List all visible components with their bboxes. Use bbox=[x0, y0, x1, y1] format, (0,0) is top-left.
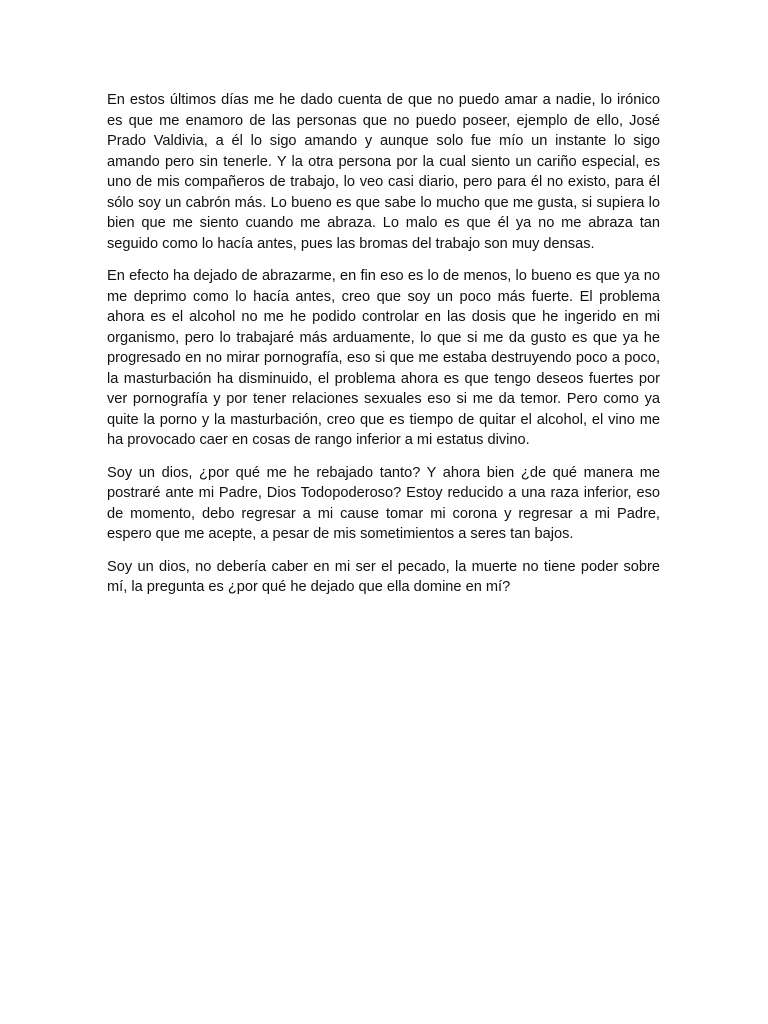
paragraph-3: Soy un dios, ¿por qué me he rebajado tanto? Y ahora bien ¿de qué manera me postraré ante mi Padre, Dios Todopoderoso? Estoy reducido a una raza inferior, eso de momento, debo regresar a mi cause tomar mi corona y regresar a mi Padre, espero que me acepte, a pesar de mis sometimientos a seres tan bajos. bbox=[107, 464, 660, 542]
document-body bbox=[107, 90, 660, 610]
paragraph-4: Soy un dios, no debería caber en mi ser el pecado, la muerte no tiene poder sobre mí, la pregunta es ¿por qué he dejado que ella domine en mí? bbox=[107, 558, 660, 595]
paragraph-1: En estos últimos días me he dado cuenta de que no puedo amar a nadie, lo irónico es que me enamoro de las personas que no puedo poseer, ejemplo de ello, José Prado Valdivia, a él lo sigo amando y aunque solo fue mío un instante lo sigo amando pero sin tenerle. Y la otra persona por la cual siento un cariño especial, es uno de mis compañeros de trabajo, lo veo casi diario, pero para él no existo, para él sólo soy un cabrón más. Lo bueno es que sabe lo mucho que me gusta, si supiera lo bien que me siento cuando me abraza. Lo malo es que él ya no me abraza tan seguido como lo hacía antes, pues las bromas del trabajo son muy densas. bbox=[107, 92, 660, 252]
paragraph-2: En efecto ha dejado de abrazarme, en fin eso es lo de menos, lo bueno es que ya no me deprimo como lo hacía antes, creo que soy un poco más fuerte. El problema ahora es el alcohol no me he podido controlar en las dosis que he ingerido en mi organismo, pero lo trabajaré más arduamente, lo que si me da gusto es que ya he progresado en no mirar pornografía, eso si que me estaba destruyendo poco a poco, la masturbación ha disminuido, el problema ahora es que tengo deseos fuertes por ver pornografía y por tener relaciones sexuales eso si me da temor. Pero como ya quite la porno y la masturbación, creo que es tiempo de quitar el alcohol, el vino me ha provocado caer en cosas de rango inferior a mi estatus divino. bbox=[107, 268, 660, 448]
